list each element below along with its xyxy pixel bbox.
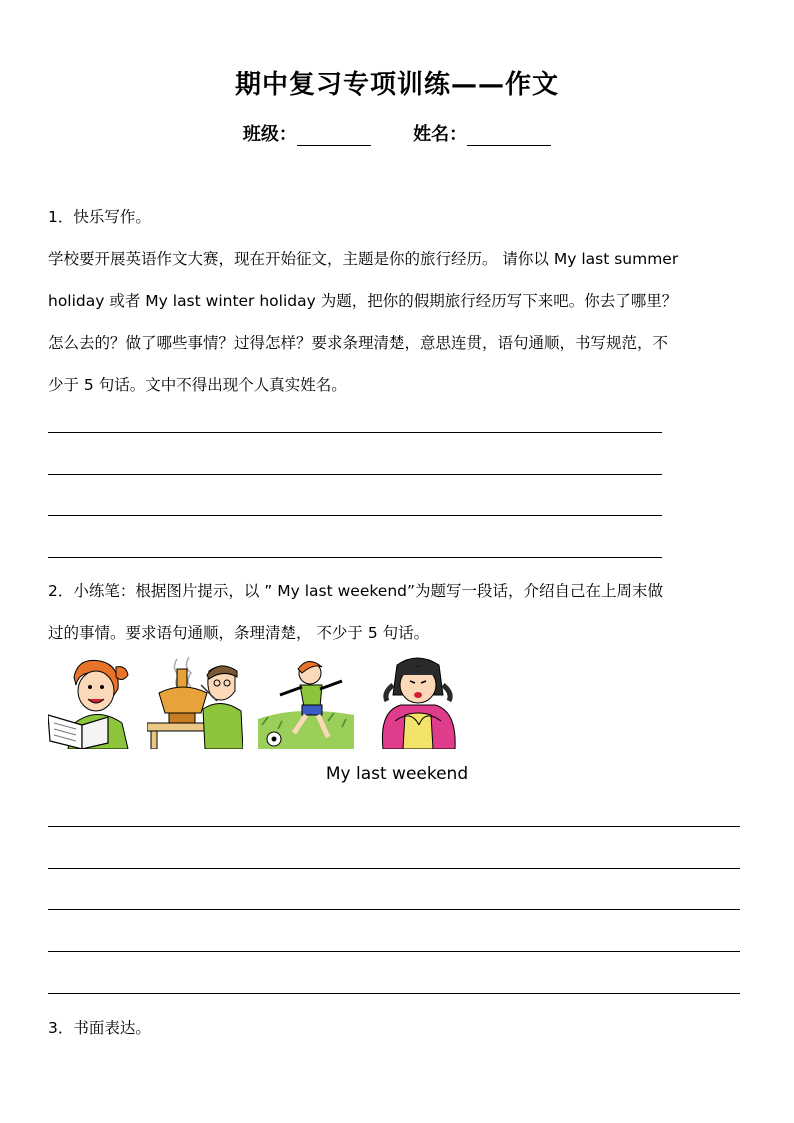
name-blank[interactable] <box>467 125 551 146</box>
answer-line[interactable] <box>48 868 740 869</box>
girl-reading-book-illustration <box>48 655 132 749</box>
question-2 <box>48 570 748 654</box>
playing-football-illustration <box>258 655 354 749</box>
answer-line[interactable] <box>48 951 740 952</box>
question-3 <box>48 1007 748 1049</box>
essay-caption: My last weekend <box>325 764 469 784</box>
question-1-line: holiday 或者 My last winter holiday 为题，把你的假期旅行经历写下来吧。你去了哪里？ <box>48 292 678 310</box>
class-field <box>243 120 371 146</box>
question-2-line: 2．小练笔：根据图片提示，以 ” My last weekend”为题写一段话，介绍自己在上周末做 <box>48 582 664 600</box>
class-blank[interactable] <box>297 125 371 146</box>
answer-line[interactable] <box>48 515 662 516</box>
answer-line[interactable] <box>48 432 662 433</box>
class-label: 班级： <box>242 124 297 145</box>
answer-line[interactable] <box>48 909 740 910</box>
answer-line[interactable] <box>48 826 740 827</box>
question-1 <box>48 196 748 406</box>
name-field <box>413 120 551 146</box>
hot-pot-meal-illustration <box>147 655 243 749</box>
question-2-line: 过的事情。要求语句通顺，条理清楚， 不少于 5 句话。 <box>48 624 430 642</box>
page-title: 期中复习专项训练——作文 <box>234 70 559 100</box>
girl-feeling-sick-illustration <box>375 655 461 749</box>
question-1-heading: 1．快乐写作。 <box>48 208 151 226</box>
question-1-line: 学校要开展英语作文大赛，现在开始征文，主题是你的旅行经历。 请你以 My last summer <box>48 250 679 268</box>
name-label: 姓名： <box>413 124 468 145</box>
question-1-line: 少于 5 句话。文中不得出现个人真实姓名。 <box>48 376 347 394</box>
answer-line[interactable] <box>48 557 662 558</box>
question-1-line: 怎么去的？做了哪些事情？过得怎样？要求条理清楚，意思连贯，语句通顺，书写规范，不 <box>48 334 669 352</box>
student-info <box>0 120 794 146</box>
answer-line[interactable] <box>48 993 740 994</box>
question-3-heading: 3．书面表达。 <box>48 1019 151 1037</box>
answer-line[interactable] <box>48 474 662 475</box>
